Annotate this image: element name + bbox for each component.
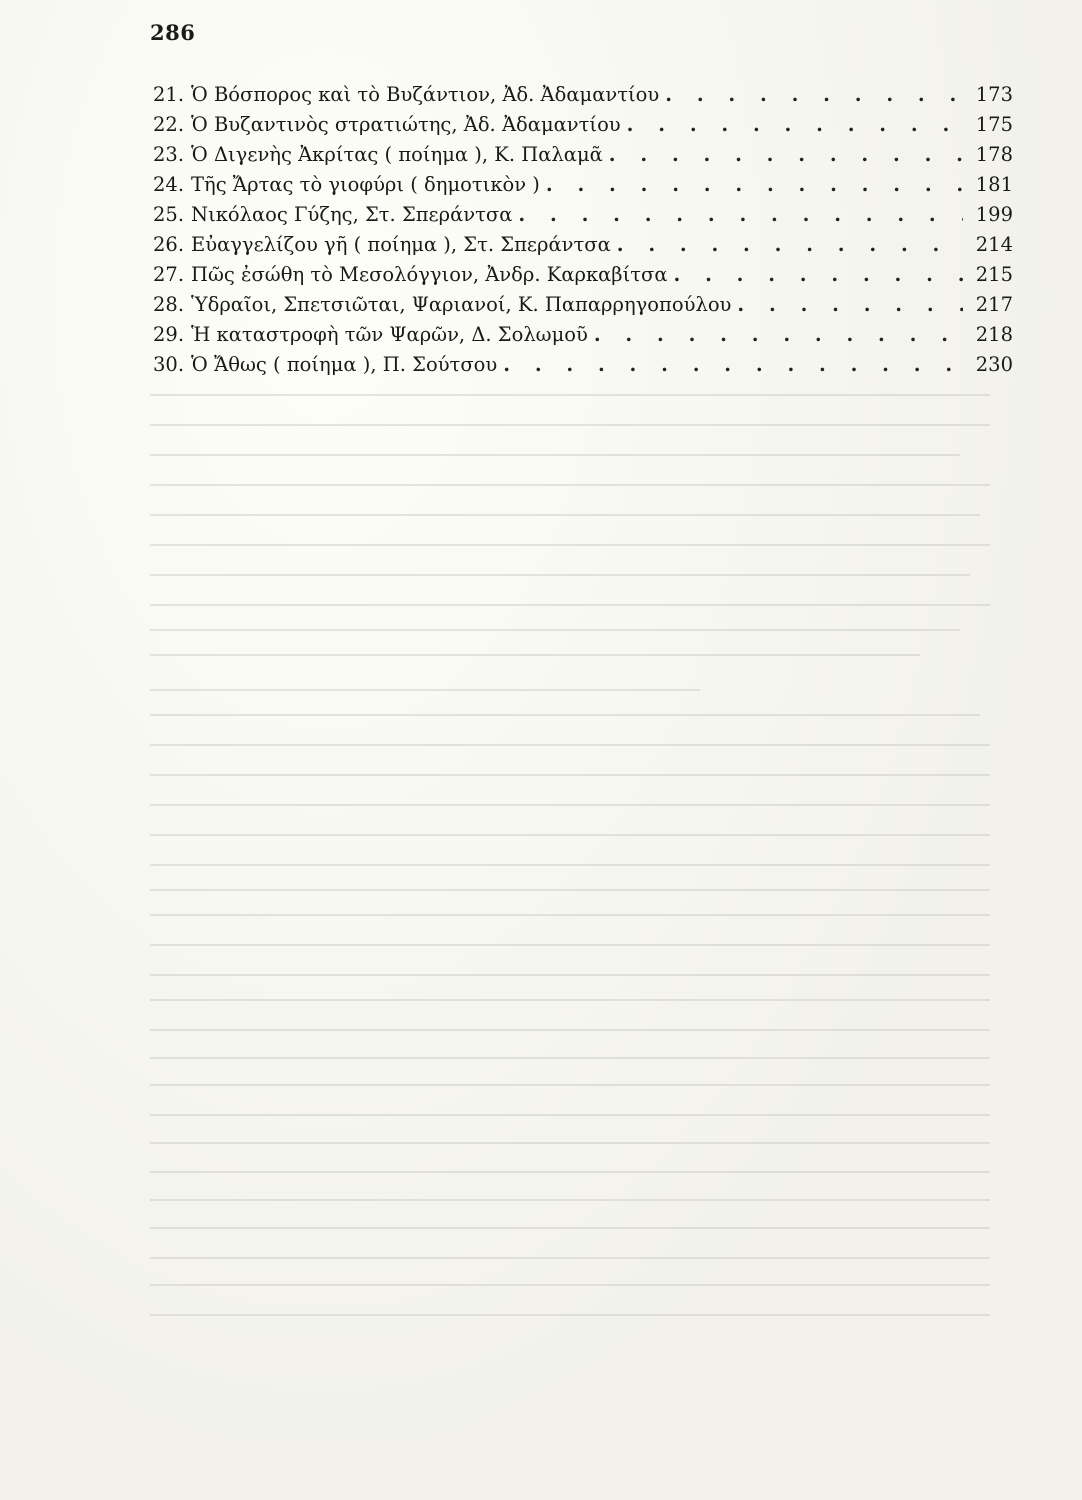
toc-entry <box>153 80 1013 110</box>
entry-page-number: 175 <box>975 113 1013 136</box>
toc-entry <box>153 110 1013 140</box>
entry-title: Νικόλαος Γύζης, Στ. Σπεράντσα <box>191 203 513 226</box>
dot-leader <box>503 350 963 380</box>
toc-entry <box>153 290 1013 320</box>
entry-number: 26. <box>153 233 185 256</box>
entry-number: 25. <box>153 203 185 226</box>
dot-leader <box>674 260 964 290</box>
entry-number: 21. <box>153 83 185 106</box>
page-number: 286 <box>150 20 196 45</box>
entry-number: 30. <box>153 353 185 376</box>
toc-entry <box>153 170 1013 200</box>
entry-number: 22. <box>153 113 185 136</box>
entry-number: 23. <box>153 143 185 166</box>
toc-entry <box>153 260 1013 290</box>
dot-leader <box>546 170 963 200</box>
entry-page-number: 199 <box>975 203 1013 226</box>
entry-page-number: 215 <box>975 263 1013 286</box>
entry-page-number: 218 <box>975 323 1013 346</box>
entry-page-number: 230 <box>975 353 1013 376</box>
entry-title: Εὐαγγελίζου γῆ ( ποίημα ), Στ. Σπεράντσα <box>191 233 611 256</box>
entry-title: Ὁ Βόσπορος καὶ τὸ Βυζάντιον, Ἀδ. Ἀδαμαντίου <box>191 83 660 106</box>
dot-leader <box>617 230 963 260</box>
entry-title: Ὑδραῖοι, Σπετσιῶται, Ψαριανοί, Κ. Παπαρρηγοπούλου <box>191 293 732 316</box>
entry-title: Πῶς ἐσώθη τὸ Μεσολόγγιον, Ἀνδρ. Καρκαβίτσα <box>191 263 668 286</box>
dot-leader <box>518 200 963 230</box>
entry-page-number: 173 <box>975 83 1013 106</box>
entry-page-number: 214 <box>975 233 1013 256</box>
toc-entry <box>153 140 1013 170</box>
dot-leader <box>665 80 963 110</box>
entry-number: 27. <box>153 263 185 286</box>
entry-title: Ὁ Διγενὴς Ἀκρίτας ( ποίημα ), Κ. Παλαμᾶ <box>191 143 603 166</box>
entry-number: 28. <box>153 293 185 316</box>
entry-number: 29. <box>153 323 185 346</box>
entry-page-number: 217 <box>975 293 1013 316</box>
entry-number: 24. <box>153 173 185 196</box>
table-of-contents <box>153 80 1013 380</box>
entry-title: Ὁ Βυζαντινὸς στρατιώτης, Ἀδ. Ἀδαμαντίου <box>191 113 621 136</box>
entry-title: Τῆς Ἄρτας τὸ γιοφύρι ( δημοτικὸν ) <box>191 173 540 196</box>
dot-leader <box>609 140 963 170</box>
entry-title: Ἡ καταστροφὴ τῶν Ψαρῶν, Δ. Σολωμοῦ <box>191 323 588 346</box>
toc-entry <box>153 200 1013 230</box>
entry-page-number: 181 <box>975 173 1013 196</box>
entry-page-number: 178 <box>975 143 1013 166</box>
dot-leader <box>737 290 963 320</box>
toc-entry <box>153 230 1013 260</box>
toc-entry <box>153 320 1013 350</box>
toc-entry <box>153 350 1013 380</box>
dot-leader <box>627 110 963 140</box>
dot-leader <box>594 320 963 350</box>
entry-title: Ὁ Ἄθως ( ποίημα ), Π. Σούτσου <box>191 353 498 376</box>
